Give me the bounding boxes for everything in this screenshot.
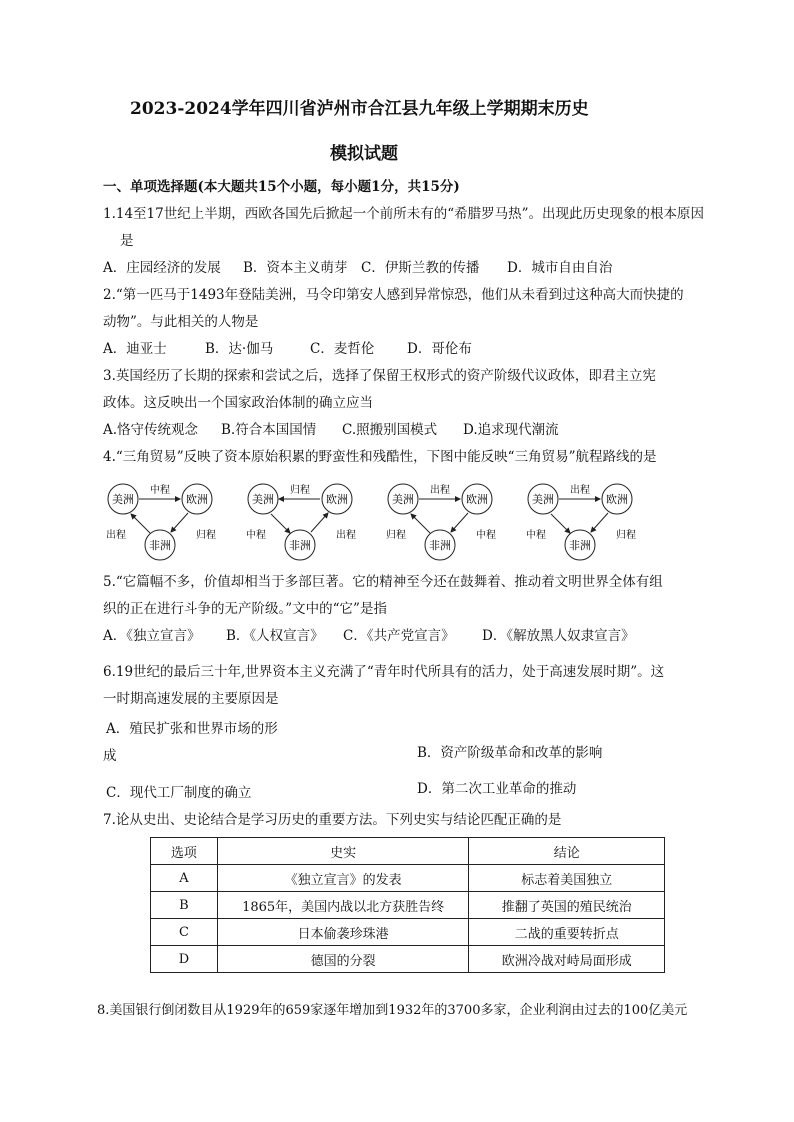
q6-stem: 6.19世纪的最后三十年,世界资本主义充满了“青年时代所具有的活力，处于高速发展时期”。这	[103, 664, 665, 680]
q2-option-b: B．达·伽马	[205, 341, 274, 357]
title-line-2: 模拟试题	[330, 144, 398, 164]
q5-stem-cont: 织的正在进行斗争的无产阶级。”文中的“它”是指	[103, 601, 387, 617]
q2-option-d: D．哥伦布	[407, 341, 472, 357]
table-header: 选项	[151, 838, 218, 865]
table-row	[151, 892, 665, 919]
q3-stem: 3.英国经历了长期的探索和尝试之后，选择了保留王权形式的资产阶级代议政体，即君主立宪	[103, 368, 656, 384]
q5-option-b: B．《人权宣言》	[226, 628, 324, 644]
table-cell: 二战的重要转折点	[469, 919, 665, 946]
title-line-1: 2023-2024学年四川省泸州市合江县九年级上学期期末历史	[130, 99, 589, 119]
q8-stem: 8.美国银行倒闭数目从1929年的659家逐年增加到1932年的3700多家，企业利润由过去的100亿美元	[97, 1003, 688, 1018]
table-cell: 推翻了英国的殖民统治	[469, 892, 665, 919]
q1-option-b: B．资本主义萌芽	[243, 260, 348, 276]
table-row	[151, 919, 665, 946]
table-cell: B	[151, 892, 218, 919]
node-europe: 欧洲	[606, 493, 628, 506]
node-africa: 非洲	[149, 539, 171, 552]
q5-stem: 5.“它篇幅不多，价值却相当于多部巨著。它的精神至今还在鼓舞着、推动着文明世界全体有组	[103, 574, 663, 590]
table-cell: 德国的分裂	[217, 946, 469, 973]
q6-option-d: D．第二次工业革命的推动	[417, 781, 577, 797]
table-cell: A	[151, 865, 218, 892]
q7-stem: 7.论从史出、史论结合是学习历史的重要方法。下列史实与结论匹配正确的是	[103, 812, 562, 828]
q3-stem-cont: 政体。这反映出一个国家政治体制的确立应当	[103, 395, 373, 411]
route-label-top: 出程	[430, 485, 450, 496]
route-label-right: 出程	[336, 530, 356, 541]
q6-option-c: C．现代工厂制度的确立	[106, 785, 252, 801]
node-europe: 欧洲	[466, 493, 488, 506]
q2-option-c: C．麦哲伦	[310, 341, 375, 357]
q5-option-d: D．《解放黑人奴隶宣言》	[482, 628, 635, 644]
q1-stem-cont: 是	[120, 233, 134, 249]
table-cell: 1865年，美国内战以北方获胜告终	[217, 892, 469, 919]
table-cell: 标志着美国独立	[469, 865, 665, 892]
table-row	[151, 946, 665, 973]
q7-table	[150, 837, 665, 973]
table-header: 史实	[217, 838, 469, 865]
table-cell: C	[151, 919, 218, 946]
node-america: 美洲	[392, 493, 414, 506]
q6-option-a-cont: 成	[103, 748, 117, 764]
route-label-top: 出程	[570, 485, 590, 496]
q6-option-b: B．资产阶级革命和改革的影响	[417, 745, 603, 761]
q5-option-a: A．《独立宣言》	[103, 628, 201, 644]
q3-option-d: D.追求现代潮流	[463, 422, 559, 438]
q4-diagram-b	[243, 482, 363, 562]
q1-stem: 1.14至17世纪上半期，西欧各国先后掀起一个前所未有的“希腊罗马热”。出现此历史现象的根本原因	[103, 206, 705, 222]
node-america: 美洲	[252, 493, 274, 506]
q3-option-c: C.照搬别国模式	[342, 422, 438, 438]
table-cell: D	[151, 946, 218, 973]
route-label-top: 中程	[150, 485, 170, 496]
q6-option-a: A．殖民扩张和世界市场的形	[106, 721, 278, 737]
route-label-left: 中程	[246, 530, 266, 541]
node-africa: 非洲	[289, 539, 311, 552]
node-africa: 非洲	[429, 539, 451, 552]
node-america: 美洲	[112, 493, 134, 506]
q3-option-b: B.符合本国国情	[221, 422, 317, 438]
q1-option-c: C．伊斯兰教的传播	[361, 260, 480, 276]
q1-option-d: D．城市自由自治	[507, 260, 613, 276]
node-europe: 欧洲	[186, 493, 208, 506]
q3-option-a: A.恪守传统观念	[103, 422, 199, 438]
route-label-right: 归程	[616, 530, 636, 541]
q1-option-a: A．庄园经济的发展	[103, 260, 221, 276]
q2-option-a: A．迪亚士	[103, 341, 167, 357]
q4-diagram-d	[523, 482, 643, 562]
q6-stem-cont: 一时期高速发展的主要原因是	[103, 691, 279, 707]
table-header: 结论	[469, 838, 665, 865]
q4-diagram-a	[103, 482, 223, 562]
route-label-right: 中程	[476, 530, 496, 541]
q2-stem-cont: 动物”。与此相关的人物是	[103, 314, 259, 330]
route-label-left: 归程	[386, 530, 406, 541]
q2-stem: 2.“第一匹马于1493年登陆美洲，马令印第安人感到异常惊恐，他们从未看到过这种高大而快捷的	[103, 287, 684, 303]
node-europe: 欧洲	[326, 493, 348, 506]
node-africa: 非洲	[569, 539, 591, 552]
table-cell: 《独立宣言》的发表	[217, 865, 469, 892]
q4-diagram-c	[383, 482, 503, 562]
route-label-top: 归程	[290, 485, 310, 496]
table-header-row	[151, 838, 665, 865]
node-america: 美洲	[532, 493, 554, 506]
q5-option-c: C．《共产党宣言》	[343, 628, 455, 644]
q4-stem: 4.“三角贸易”反映了资本原始积累的野蛮性和残酷性，下图中能反映“三角贸易”航程路线的是	[103, 449, 657, 465]
route-label-left: 出程	[106, 530, 126, 541]
table-cell: 日本偷袭珍珠港	[217, 919, 469, 946]
table-row	[151, 865, 665, 892]
table-cell: 欧洲冷战对峙局面形成	[469, 946, 665, 973]
route-label-left: 中程	[526, 530, 546, 541]
route-label-right: 归程	[196, 530, 216, 541]
section-heading: 一、单项选择题(本大题共15个小题，每小题1分，共15分)	[103, 179, 460, 195]
